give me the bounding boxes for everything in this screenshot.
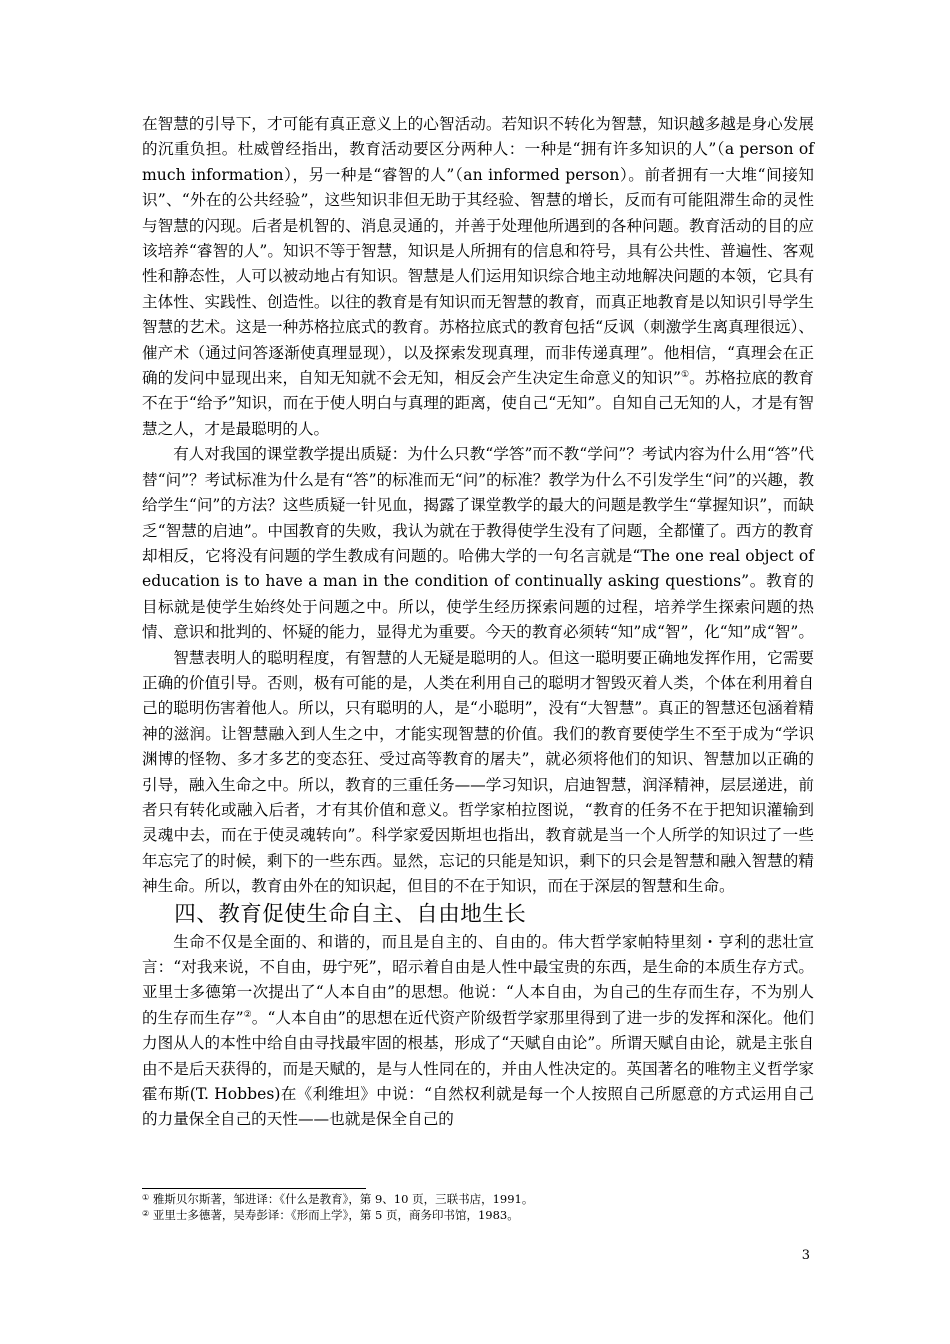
footnote-ref-1: ① bbox=[680, 370, 690, 381]
footnote-1-text: 雅斯贝尔斯著，邹进译：《什么是教育》，第 9、10 页，三联书店，1991。 bbox=[149, 1192, 534, 1206]
paragraph-3: 智慧表明人的聪明程度，有智慧的人无疑是聪明的人。但这一聪明要正确地发挥作用，它需要正确的价值引导。否则，极有可能的是，人类在利用自己的聪明才智毁灭着人类，个体在利用着自己的聪明伤害着他人。所以，只有聪明的人，是“小聪明”，没有“大智慧”。真正的智慧还包涵着精神的滋润。让智慧融入到人生之中，才能实现智慧的价值。我们的教育要使学生不至于成为“学识渊博的怪物、多才多艺的变态狂、受过高等教育的屠夫”，就必须将他们的知识、智慧加以正确的引导，融入生命之中。所以，教育的三重任务——学习知识，启迪智慧，润泽精神，层层递进，前者只有转化或融入后者，才有其价值和意义。哲学家柏拉图说，“教育的任务不在于把知识灌输到灵魂中去，而在于使灵魂转向”。科学家爱因斯坦也指出，教育就是当一个人所学的知识过了一些年忘完了的时候，剩下的一些东西。显然，忘记的只能是知识，剩下的只会是智慧和融入智慧的精神生命。所以，教育由外在的知识起，但目的不在于知识，而在于深层的智慧和生命。 bbox=[142, 648, 814, 896]
footnote-separator bbox=[142, 1188, 366, 1189]
page-number: 3 bbox=[801, 1248, 810, 1263]
paragraph-4 bbox=[142, 930, 814, 1133]
footnote-1 bbox=[142, 1191, 814, 1207]
paragraph-1-tail: 。苏格拉底的教育不在于“给予”知识，而在于使人明白与真理的距离，使自己“无知”。自知自己无知的人，才是有智慧之人，才是最聪明的人。 bbox=[142, 369, 814, 438]
footnote-2-text: 亚里士多德著，吴寿彭译：《形而上学》，第 5 页，商务印书馆，1983。 bbox=[149, 1208, 519, 1222]
paragraph-4-tail: 。“人本自由”的思想在近代资产阶级哲学家那里得到了进一步的发挥和深化。他们力图从人的本性中给自由寻找最牢固的根基，形成了“天赋自由论”。所谓天赋自由论，就是主张自由不是后天获得的，而是天赋的，是与人性同在的，并由人性决定的。英国著名的唯物主义哲学家霍布斯(T. Hobbes)在《利维坦》中说：“自然权利就是每一个人按照自己所愿意的方式运用自己的力量保全自己的天性——也就是保全自己的 bbox=[142, 1008, 814, 1129]
footnote-ref-2: ② bbox=[243, 1009, 252, 1020]
paragraph-2: 有人对我国的课堂教学提出质疑：为什么只教“学答”而不教“学问”？考试内容为什么用“答”代替“问”？考试标准为什么是有“答”的标准而无“问”的标准？教学为什么不引发学生“问”的兴趣，教给学生“问”的方法？这些质疑一针见血，揭露了课堂教学的最大的问题是教学生“掌握知识”，而缺乏“智慧的启迪”。中国教育的失败，我认为就在于教得使学生没有了问题，全都懂了。西方的教育却相反，它将没有问题的学生教成有问题的。哈佛大学的一句名言就是“The one real object of education is to have a man in the condition of continually asking questions”。教育的目标就是使学生始终处于问题之中。所以，使学生经历探索问题的过程，培养学生探索问题的热情、意识和批判的、怀疑的能力，显得尤为重要。今天的教育必须转“知”成“智”，化“知”成“智”。 bbox=[142, 445, 814, 642]
section-heading: 四、教育促使生命自主、自由地生长 bbox=[174, 901, 527, 927]
footnote-1-mark: ① bbox=[142, 1193, 150, 1202]
paragraph-1 bbox=[142, 112, 814, 442]
footnote-2-mark: ② bbox=[142, 1209, 150, 1218]
paragraph-4-text: 生命不仅是全面的、和谐的，而且是自主的、自由的。伟大哲学家帕特里刻・亨利的悲壮宣言：“对我来说，不自由，毋宁死”，昭示着自由是人性中最宝贵的东西，是生命的本质生存方式。亚里士多德第一次提出了“人本自由”的思想。他说：“人本自由，为自己的生存而生存，不为别人的生存而生存” bbox=[142, 932, 814, 1027]
footnotes bbox=[142, 1188, 814, 1223]
paragraph-1-text: 在智慧的引导下，才可能有真正意义上的心智活动。若知识不转化为智慧，知识越多越是身心发展的沉重负担。杜威曾经指出，教育活动要区分两种人：一种是“拥有许多知识的人”（a person of much information），另一种是“睿智的人”（an informed person）。前者拥有一大堆“间接知识”、“外在的公共经验”，这些知识非但无助于其经验、智慧的增长，反而有可能阻滞生命的灵性与智慧的闪现。后者是机智的、消息灵通的，并善于处理他所遇到的各种问题。教育活动的目的应该培养“睿智的人”。知识不等于智慧，知识是人所拥有的信息和符号，具有公共性、普遍性、客观性和静态性，人可以被动地占有知识。智慧是人们运用知识综合地主动地解决问题的本领，它具有主体性、实践性、创造性。以往的教育是有知识而无智慧的教育，而真正地教育是以知识引导学生智慧的艺术。这是一种苏格拉底式的教育。苏格拉底式的教育包括“反讽（刺激学生离真理很远）、催产术（通过问答逐渐使真理显现），以及探索发现真理，而非传递真理”。他相信，“真理会在正确的发问中显现出来，自知无知就不会无知，相反会产生决定生命意义的知识” bbox=[142, 115, 814, 388]
footnote-2 bbox=[142, 1207, 814, 1223]
body-text bbox=[142, 112, 814, 1133]
